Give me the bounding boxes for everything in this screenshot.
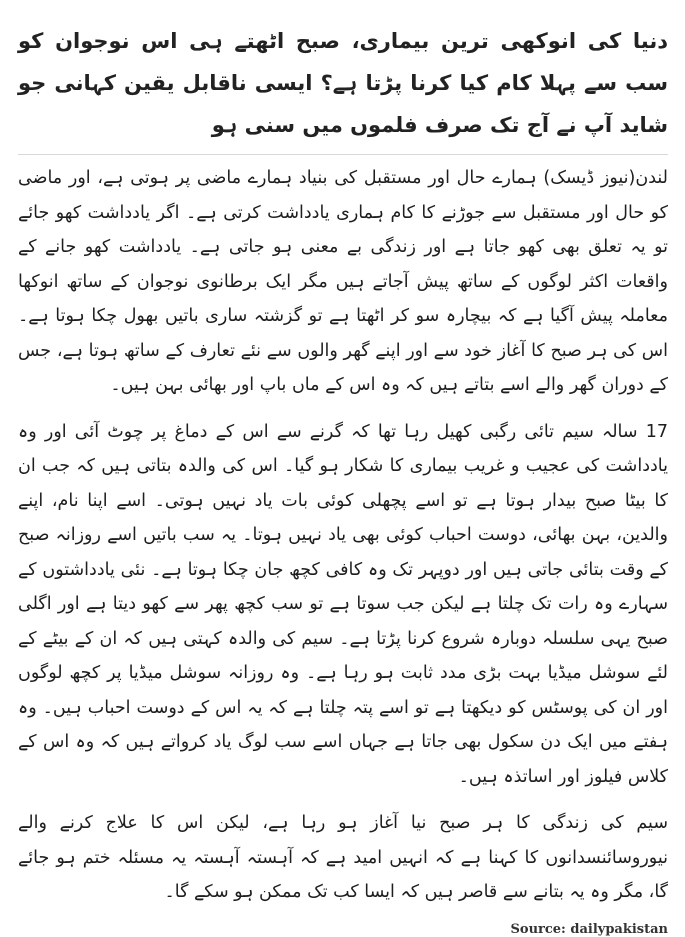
article-paragraph: سیم کی زندگی کا ہر صبح نیا آغاز ہو رہا ہے، لیکن اس کا علاج کرنے والے نیوروسائنسدانوں کا کہنا ہے کہ انہیں امید ہے کہ آہستہ آہستہ یہ مسئلہ ختم ہو جائے گا، مگر وہ یہ بتانے سے قاصر ہیں کہ ایسا کب تک ممکن ہو سکے گا۔	[18, 813, 668, 902]
article-title: دنیا کی انوکھی ترین بیماری، صبح اٹھتے ہی اس نوجوان کو سب سے پہلا کام کیا کرنا پڑتا ہے؟ ایسی ناقابل یقین کہانی جو شاید آپ نے آج تک صرف فلموں میں سنی ہو	[18, 29, 668, 137]
title-divider	[18, 154, 668, 155]
article	[18, 20, 668, 937]
article-paragraph: لندن(نیوز ڈیسک) ہمارے حال اور مستقبل کی بنیاد ہمارے ماضی پر ہوتی ہے، اور ماضی کو حال اور مستقبل سے جوڑنے کا کام ہماری یادداشت کرتی ہے۔ اگر یادداشت کھو جائے تو یہ تعلق بھی کھو جاتا ہے اور زندگی بے معنی ہو جاتی ہے۔ یادداشت کھو جانے کے واقعات اکثر لوگوں کے ساتھ پیش آجاتے ہیں مگر ایک برطانوی نوجوان کے ساتھ انوکھا معاملہ پیش آگیا ہے کہ بیچارہ سو کر اٹھتا ہے تو گزشتہ ساری باتیں بھول چکا ہوتا ہے۔ اس کی ہر صبح کا آغاز خود سے اور اپنے گھر والوں سے نئے تعارف کے ساتھ ہوتا ہے، جس کے دوران گھر والے اسے بتاتے ہیں کہ وہ اس کے ماں باپ اور بھائی بہن ہیں۔	[18, 168, 668, 395]
article-paragraph: 17 سالہ سیم تائی رگبی کھیل رہا تھا کہ گرنے سے اس کے دماغ پر چوٹ آئی اور وہ یادداشت کی عجیب و غریب بیماری کا شکار ہو گیا۔ اس کی والدہ بتاتی ہیں کہ جب ان کا بیٹا صبح بیدار ہوتا ہے تو اسے پچھلی کوئی بات یاد نہیں ہوتی۔ اسے اپنا نام، اپنے والدین، بہن بھائی، دوست احباب کوئی بھی یاد نہیں ہوتا۔ یہ سب باتیں اسے روزانہ صبح کے وقت بتائی جاتی ہیں اور دوپہر تک وہ کافی کچھ جان چکا ہوتا ہے۔ نئی یادداشتوں کے سہارے وہ رات تک چلتا ہے لیکن جب سوتا ہے تو سب کچھ پھر سے کھو دیتا ہے اور اگلی صبح یہی سلسلہ دوبارہ شروع کرنا پڑتا ہے۔ سیم کی والدہ کہتی ہیں کہ ان کے بیٹے کے لئے سوشل میڈیا بہت بڑی مدد ثابت ہو رہا ہے۔ وہ روزانہ سوشل میڈیا پر کچھ لوگوں اور ان کی پوسٹس کو دیکھتا ہے تو اسے پتہ چلتا ہے کہ یہ اس کے دوست احباب ہیں۔ وہ ہفتے میں ایک دن سکول بھی جاتا ہے جہاں اسے سب لوگ یاد کرواتے ہیں کہ وہ اس کے کلاس فیلوز اور اساتذہ ہیں۔	[18, 421, 668, 787]
source-credit: Source: dailypakistan	[510, 921, 668, 937]
